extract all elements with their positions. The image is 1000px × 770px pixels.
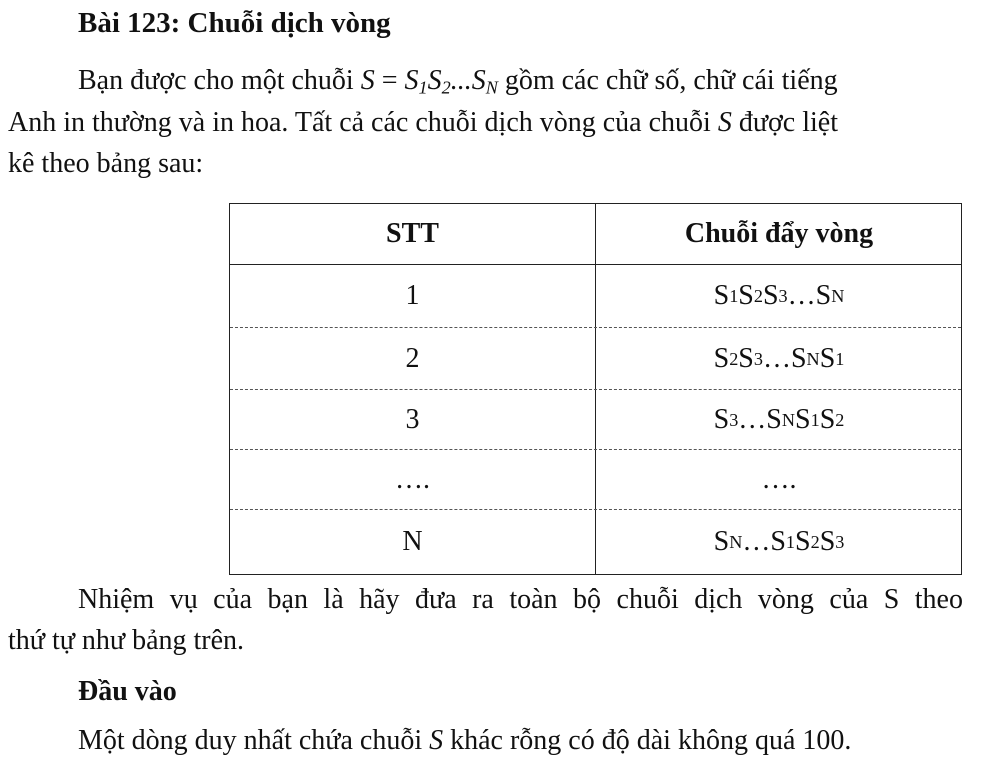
intro-text-after-formula: gồm các chữ số, chữ cái tiếng (504, 65, 838, 96)
sequence-term: S (713, 403, 730, 435)
formula-eq: = (381, 65, 398, 96)
input-heading: Đầu vào (78, 676, 177, 707)
sequence-term: S (713, 526, 730, 557)
table-row-ellipsis-sequence (596, 450, 962, 509)
sequence-term: S (713, 342, 730, 374)
sequence-term: S (819, 342, 836, 374)
table-row-n-stt: N (402, 526, 423, 557)
intro-text-before-formula: Bạn được cho một chuỗi (78, 65, 354, 96)
table-row-n-sequence: S N …S 1 S 2 S 3 (713, 526, 845, 557)
rotation-table (229, 203, 962, 575)
task-line-1: Nhiệm vụ của bạn là hãy đưa ra toàn bộ chuỗi dịch vòng của S theo (78, 584, 963, 615)
sequence-term: S (819, 403, 836, 435)
table-row-1-stt: 1 (405, 280, 420, 311)
sequence-term: S (738, 342, 754, 374)
intro-line-2: Anh in thường và in hoa. Tất cả các chuỗi dịch vòng của chuỗi S được liệt (8, 107, 839, 138)
intro-line-3: kê theo bảng sau: (8, 148, 204, 179)
sequence-term: S (762, 280, 779, 311)
formula-s: S (360, 65, 375, 96)
sequence-term: S (795, 403, 811, 435)
sequence-term: S (795, 526, 811, 557)
sequence-term: …S (738, 403, 782, 435)
input-var-s: S (429, 725, 444, 756)
intro-var-s: S (717, 107, 732, 138)
sequence-term: S (713, 280, 730, 311)
formula-seq: $S_1S_2...S_N$ (404, 65, 498, 98)
task-line-2: thứ tự như bảng trên. (8, 625, 245, 656)
sequence-term: …. (761, 463, 797, 495)
page-title: Bài 123: Chuỗi dịch vòng (78, 7, 391, 39)
input-description: Một dòng duy nhất chứa chuỗi S khác rỗng có độ dài không quá 100. (78, 725, 852, 756)
table-row-3-stt: 3 (405, 403, 420, 435)
table-row-1-sequence: S 1 S 2 S 3 …S N (713, 280, 845, 311)
sequence-term: …S (762, 342, 807, 374)
sequence-term: S (738, 280, 754, 311)
sequence-term: …S (787, 280, 832, 311)
table-header-sequence: Chuỗi đẩy vòng (684, 218, 874, 249)
table-row-2-sequence: S 2 S 3 …S N S 1 (713, 342, 845, 374)
table-row-2-stt: 2 (405, 342, 420, 374)
table-row-ellipsis-stt: …. (395, 463, 430, 495)
intro-line-1 (78, 65, 963, 97)
table-header-stt: STT (386, 218, 439, 249)
sequence-term: S (819, 526, 836, 557)
table-row-3-sequence: S 3 …S N S 1 S 2 (713, 403, 845, 435)
sequence-term: …S (742, 526, 786, 557)
